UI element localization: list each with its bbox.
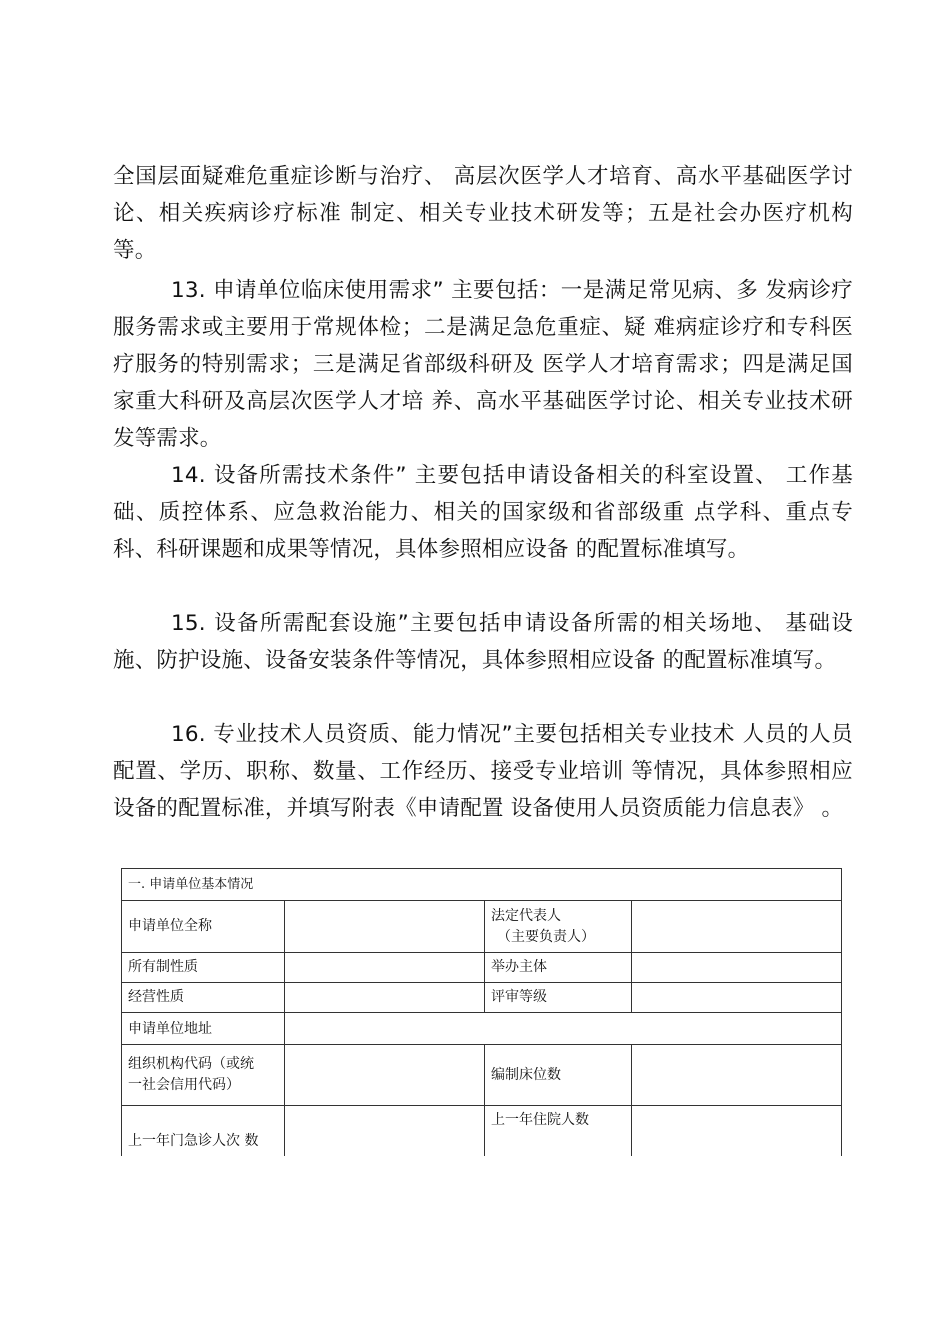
- value-sponsor[interactable]: [632, 953, 842, 983]
- section-title: 一. 申请单位基本情况: [122, 869, 842, 901]
- value-inpatient-count[interactable]: [632, 1106, 842, 1156]
- label-org-code-line1: 组织机构代码（或统: [128, 1056, 254, 1072]
- label-sponsor: 举办主体: [485, 953, 632, 983]
- label-org-code: [122, 1045, 285, 1106]
- label-inpatient-count: 上一年住院人数: [485, 1106, 632, 1156]
- paragraph-item-15: 15. 设备所需配套设施”主要包括申请设备所需的相关场地、 基础设施、防护设施、设备安装条件等情况，具体参照相应设备 的配置标准填写。: [113, 611, 853, 673]
- applicant-info-table: [121, 868, 842, 1156]
- value-review-grade[interactable]: [632, 983, 842, 1013]
- label-org-code-line2: 一社会信用代码）: [128, 1077, 240, 1093]
- label-outpatient-visits: 上一年门急诊人次 数: [122, 1106, 285, 1156]
- paragraph-item-12-continued: 全国层面疑难危重症诊断与治疗、 高层次医学人才培育、高水平基础医学讨论、相关疾病诊疗标准 制定、相关专业技术研发等；五是社会办医疗机构等。: [113, 164, 853, 263]
- label-legal-representative-line2: （主要负责人）: [497, 928, 595, 945]
- value-applicant-address[interactable]: [285, 1013, 842, 1045]
- label-ownership-type: 所有制性质: [122, 953, 285, 983]
- label-applicant-address: 申请单位地址: [122, 1013, 285, 1045]
- label-review-grade: 评审等级: [485, 983, 632, 1013]
- value-org-code[interactable]: [285, 1045, 485, 1106]
- value-business-nature[interactable]: [285, 983, 485, 1013]
- paragraph-item-13: 13. 申请单位临床使用需求” 主要包括：一是满足常见病、多 发病诊疗服务需求或主要用于常规体检；二是满足急危重症、疑 难病症诊疗和专科医疗服务的特别需求；三是满足省部级科研及 医学人才培育需求；四是满足国家重大科研及高层次医学人才培 养、高水平基础医学讨论、相关专业技术研发等需求。: [113, 278, 853, 451]
- value-ownership-type[interactable]: [285, 953, 485, 983]
- value-legal-representative[interactable]: [632, 901, 842, 953]
- value-planned-beds[interactable]: [632, 1045, 842, 1106]
- label-applicant-full-name: 申请单位全称: [122, 901, 285, 953]
- paragraph-item-16: 16. 专业技术人员资质、能力情况”主要包括相关专业技术 人员的人员配置、学历、职称、数量、工作经历、接受专业培训 等情况，具体参照相应设备的配置标准，并填写附表《申请配置 设备使用人员资质能力信息表》 。: [113, 722, 853, 821]
- label-legal-representative: [485, 901, 632, 953]
- label-business-nature: 经营性质: [122, 983, 285, 1013]
- label-legal-representative-line1: 法定代表人: [491, 907, 561, 924]
- value-outpatient-visits[interactable]: [285, 1106, 485, 1156]
- label-planned-beds: 编制床位数: [485, 1045, 632, 1106]
- value-applicant-full-name[interactable]: [285, 901, 485, 953]
- paragraph-item-14: 14. 设备所需技术条件” 主要包括申请设备相关的科室设置、 工作基础、质控体系、应急救治能力、相关的国家级和省部级重 点学科、重点专科、科研课题和成果等情况，具体参照相应设备 的配置标准填写。: [113, 463, 853, 562]
